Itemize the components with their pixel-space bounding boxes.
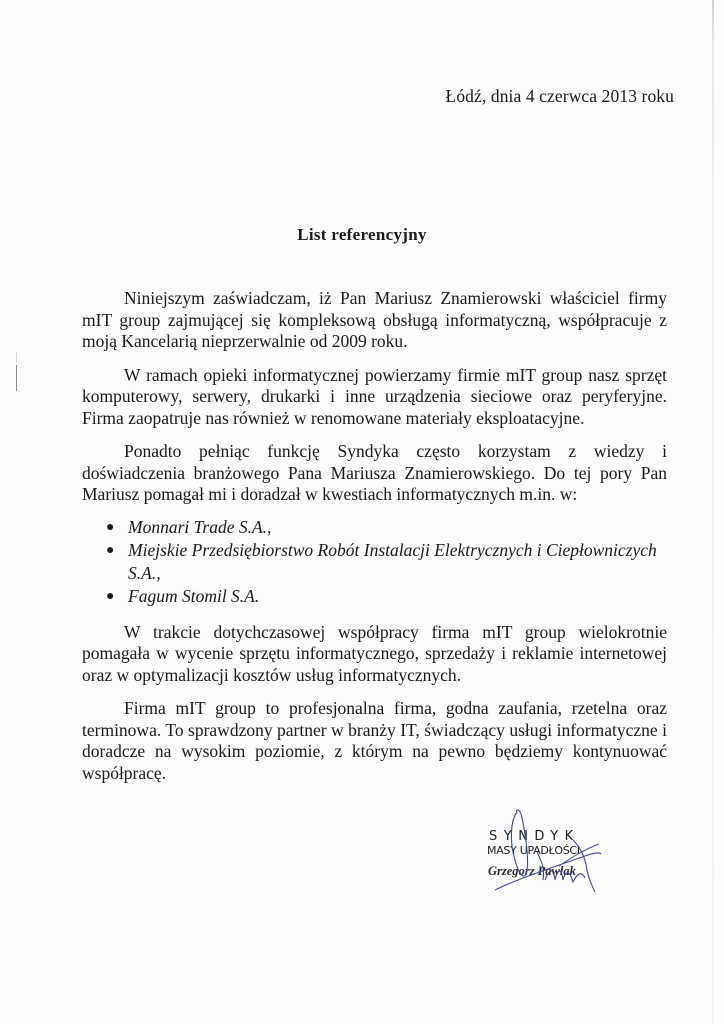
- company-name: Miejskie Przedsiębiorstwo Robót Instalacji Elektrycznych i Ciepłowniczych S.A.,: [128, 539, 657, 583]
- stamp-line-1: SYNDYK: [489, 829, 580, 844]
- company-list: [82, 516, 667, 608]
- scan-artifact: [16, 365, 17, 391]
- document-title: List referencyjny: [297, 225, 427, 244]
- handwritten-signature: [475, 800, 625, 910]
- paragraph-services: W ramach opieki informatycznej powierzamy firmie mIT group nasz sprzęt komputerowy, serwery, drukarki i inne urządzenia sieciowe oraz peryferyjne. Firma zaopatruje nas również w renomowane materiały eksploatacyjne.: [82, 364, 667, 428]
- list-item: [106, 539, 667, 585]
- company-name: Monnari Trade S.A.,: [128, 516, 272, 537]
- bullet-icon: ●: [106, 519, 115, 535]
- letter-body: [82, 288, 667, 796]
- company-name: Fagum Stomil S.A.: [128, 585, 260, 606]
- stamp-name: Grzegorz Pawlak: [488, 864, 576, 878]
- scan-edge-shadow: [712, 0, 714, 1024]
- paragraph-cooperation: W trakcie dotychczasowej współpracy firma mIT group wielokrotnie pomagała w wycenie sprzętu informatycznego, sprzedaży i reklamie internetowej oraz w optymalizacji kosztów usług informatycznych.: [82, 621, 667, 685]
- paragraph-intro: Niniejszym zaświadczam, iż Pan Mariusz Znamierowski właściciel firmy mIT group zajmującej się kompleksową obsługą informatyczną, współpracuje z moją Kancelarią nieprzerwalnie od 2009 roku.: [82, 288, 667, 351]
- bullet-icon: ●: [106, 542, 115, 558]
- scan-artifact: [16, 352, 17, 362]
- list-item: [106, 585, 667, 608]
- stamp-line-2: MASY UPADŁOŚCI: [487, 844, 580, 857]
- date-line: Łódź, dnia 4 czerwca 2013 roku: [445, 86, 674, 106]
- paragraph-recommendation: Firma mIT group to profesjonalna firma, godna zaufania, rzetelna oraz terminowa. To sprawdzony partner w branży IT, świadczący usługi informatyczne i doradcze na wysokim poziomie, z którym na pewno będziemy kontynuować współpracę.: [82, 698, 667, 783]
- bullet-icon: ●: [106, 588, 115, 604]
- list-item: [106, 516, 667, 539]
- syndyk-stamp: [475, 800, 625, 910]
- paragraph-syndyk: Ponadto pełniąc funkcję Syndyka często korzystam z wiedzy i doświadczenia branżowego Pana Mariusza Znamierowskiego. Do tej pory Pan Mariusz pomagał mi i doradzał w kwestiach informatycznych m.in. w:: [82, 441, 667, 504]
